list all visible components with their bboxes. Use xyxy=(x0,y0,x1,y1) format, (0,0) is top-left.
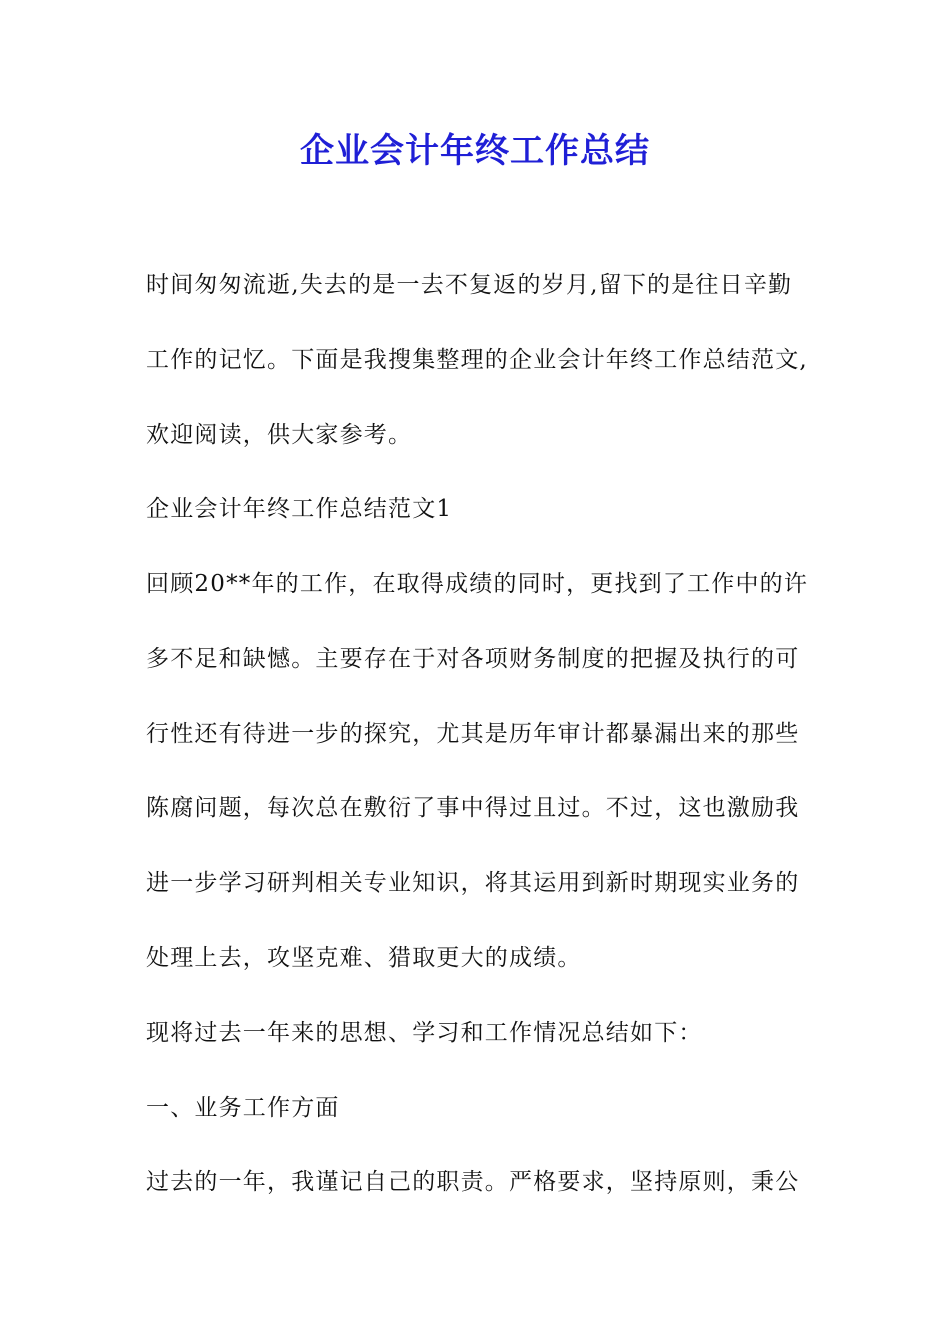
paragraph-line: 过去的一年，我谨记自己的职责。严格要求，坚持原则，秉公 xyxy=(146,1169,800,1195)
paragraph-line: 工作的记忆。下面是我搜集整理的企业会计年终工作总结范文, xyxy=(146,347,808,373)
paragraph-line: 进一步学习研判相关专业知识，将其运用到新时期现实业务的 xyxy=(146,870,800,896)
paragraph-line: 行性还有待进一步的探究，尤其是历年审计都暴漏出来的那些 xyxy=(146,721,800,747)
paragraph-line: 欢迎阅读，供大家参考。 xyxy=(146,422,413,448)
section-heading: 企业会计年终工作总结范文1 xyxy=(146,496,453,522)
paragraph-line: 现将过去一年来的思想、学习和工作情况总结如下： xyxy=(146,1020,703,1046)
paragraph-line: 回顾20**年的工作，在取得成绩的同时，更找到了工作中的许 xyxy=(146,571,809,597)
paragraph-line: 处理上去，攻坚克难、猎取更大的成绩。 xyxy=(146,945,582,971)
paragraph-line: 多不足和缺憾。主要存在于对各项财务制度的把握及执行的可 xyxy=(146,646,800,672)
paragraph-line: 陈腐问题，每次总在敷衍了事中得过且过。不过，这也激励我 xyxy=(146,795,800,821)
paragraph-line: 时间匆匆流逝,失去的是一去不复返的岁月,留下的是往日辛勤 xyxy=(146,272,793,298)
document-title: 企业会计年终工作总结 xyxy=(300,131,650,171)
subsection-heading: 一、业务工作方面 xyxy=(146,1095,340,1121)
